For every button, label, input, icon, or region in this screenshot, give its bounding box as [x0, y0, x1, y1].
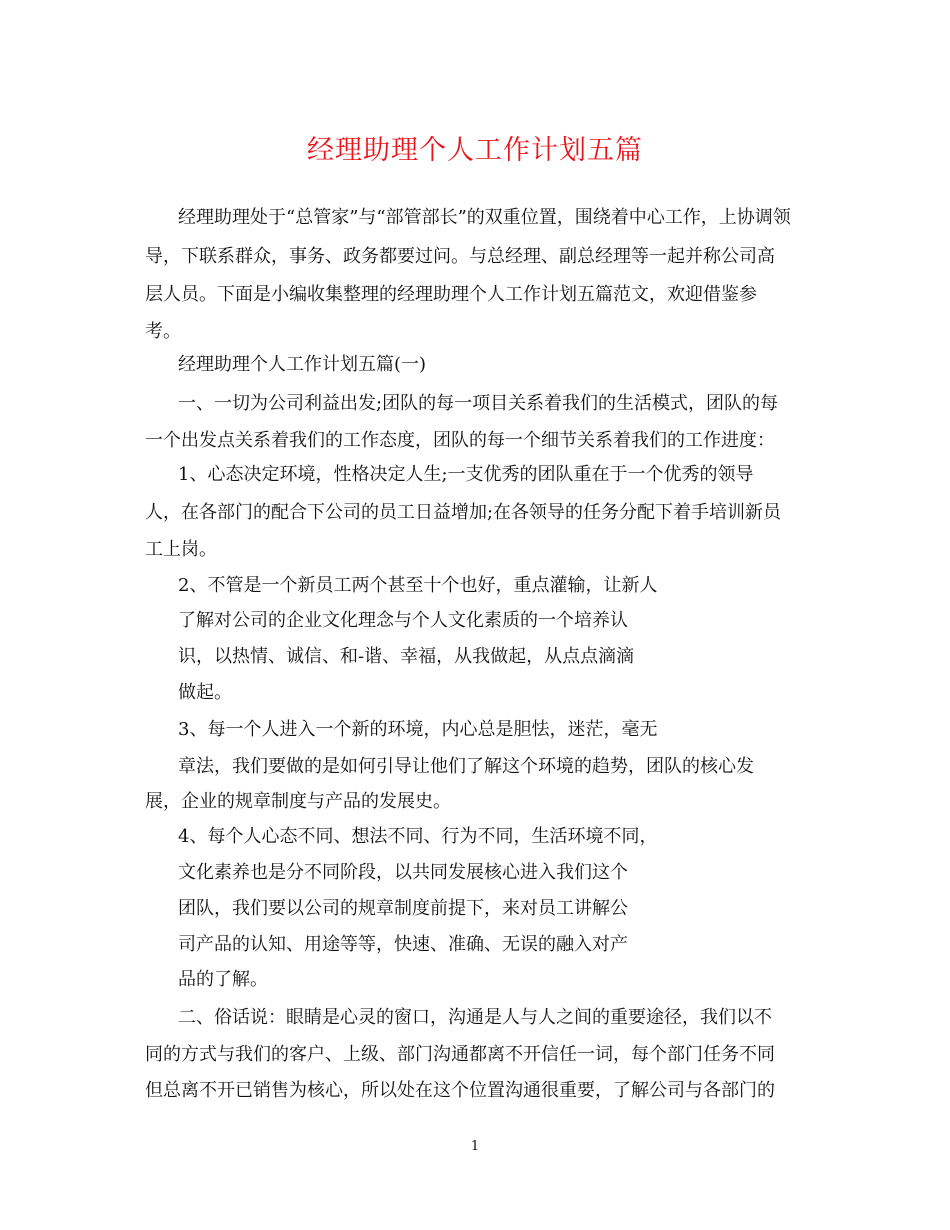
- paragraph-line: 章法，我们要做的是如何引导让他们了解这个环境的趋势，团队的核心发: [178, 756, 754, 777]
- paragraph-line: 司产品的认知、用途等等，快速、准确、无误的融入对产: [178, 934, 628, 955]
- paragraph-line: 考。: [145, 321, 181, 342]
- paragraph-line: 1、心态决定环境，性格决定人生;一支优秀的团队重在于一个优秀的领导: [178, 464, 754, 485]
- page-number: 1: [470, 1139, 480, 1154]
- section-heading: 经理助理个人工作计划五篇(一): [178, 354, 427, 375]
- document-title: 经理助理个人工作计划五篇: [307, 135, 643, 166]
- paragraph-line: 识，以热情、诚信、和-谐、幸福，从我做起，从点点滴滴: [178, 646, 635, 667]
- paragraph-line: 但总离不开已销售为核心，所以处在这个位置沟通很重要，了解公司与各部门的: [145, 1080, 775, 1101]
- paragraph-line: 同的方式与我们的客户、上级、部门沟通都离不开信任一词，每个部门任务不同: [145, 1044, 775, 1065]
- paragraph-line: 文化素养也是分不同阶段，以共同发展核心进入我们这个: [178, 862, 628, 883]
- paragraph-line: 经理助理处于“总管家”与“部管部长”的双重位置，围绕着中心工作，上协调领: [178, 207, 791, 228]
- paragraph-line: 品的了解。: [178, 969, 268, 990]
- paragraph-line: 4、每个人心态不同、想法不同、行为不同，生活环境不同，: [178, 826, 658, 847]
- paragraph-line: 展，企业的规章制度与产品的发展史。: [145, 791, 451, 812]
- paragraph-line: 一个出发点关系着我们的工作态度，团队的每一个细节关系着我们的工作进度：: [145, 430, 775, 451]
- paragraph-line: 3、每一个人进入一个新的环境，内心总是胆怯，迷茫，毫无: [178, 719, 658, 740]
- paragraph-line: 层人员。下面是小编收集整理的经理助理个人工作计划五篇范文，欢迎借鉴参: [145, 284, 757, 305]
- paragraph-line: 人，在各部门的配合下公司的员工日益增加;在各领导的任务分配下着手培训新员: [145, 502, 782, 523]
- paragraph-line: 团队，我们要以公司的规章制度前提下，来对员工讲解公: [178, 898, 628, 919]
- paragraph-line: 工上岗。: [145, 539, 217, 560]
- paragraph-line: 了解对公司的企业文化理念与个人文化素质的一个培养认: [178, 610, 628, 631]
- paragraph-line: 2、不管是一个新员工两个甚至十个也好，重点灌输，让新人: [178, 575, 658, 596]
- paragraph-line: 做起。: [178, 682, 232, 703]
- paragraph-line: 一、一切为公司利益出发;团队的每一项目关系着我们的生活模式，团队的每: [178, 393, 779, 414]
- paragraph-line: 二、俗话说：眼睛是心灵的窗口，沟通是人与人之间的重要途径，我们以不: [178, 1007, 772, 1028]
- paragraph-line: 导，下联系群众，事务、政务都要过问。与总经理、副总经理等一起并称公司高: [145, 246, 775, 267]
